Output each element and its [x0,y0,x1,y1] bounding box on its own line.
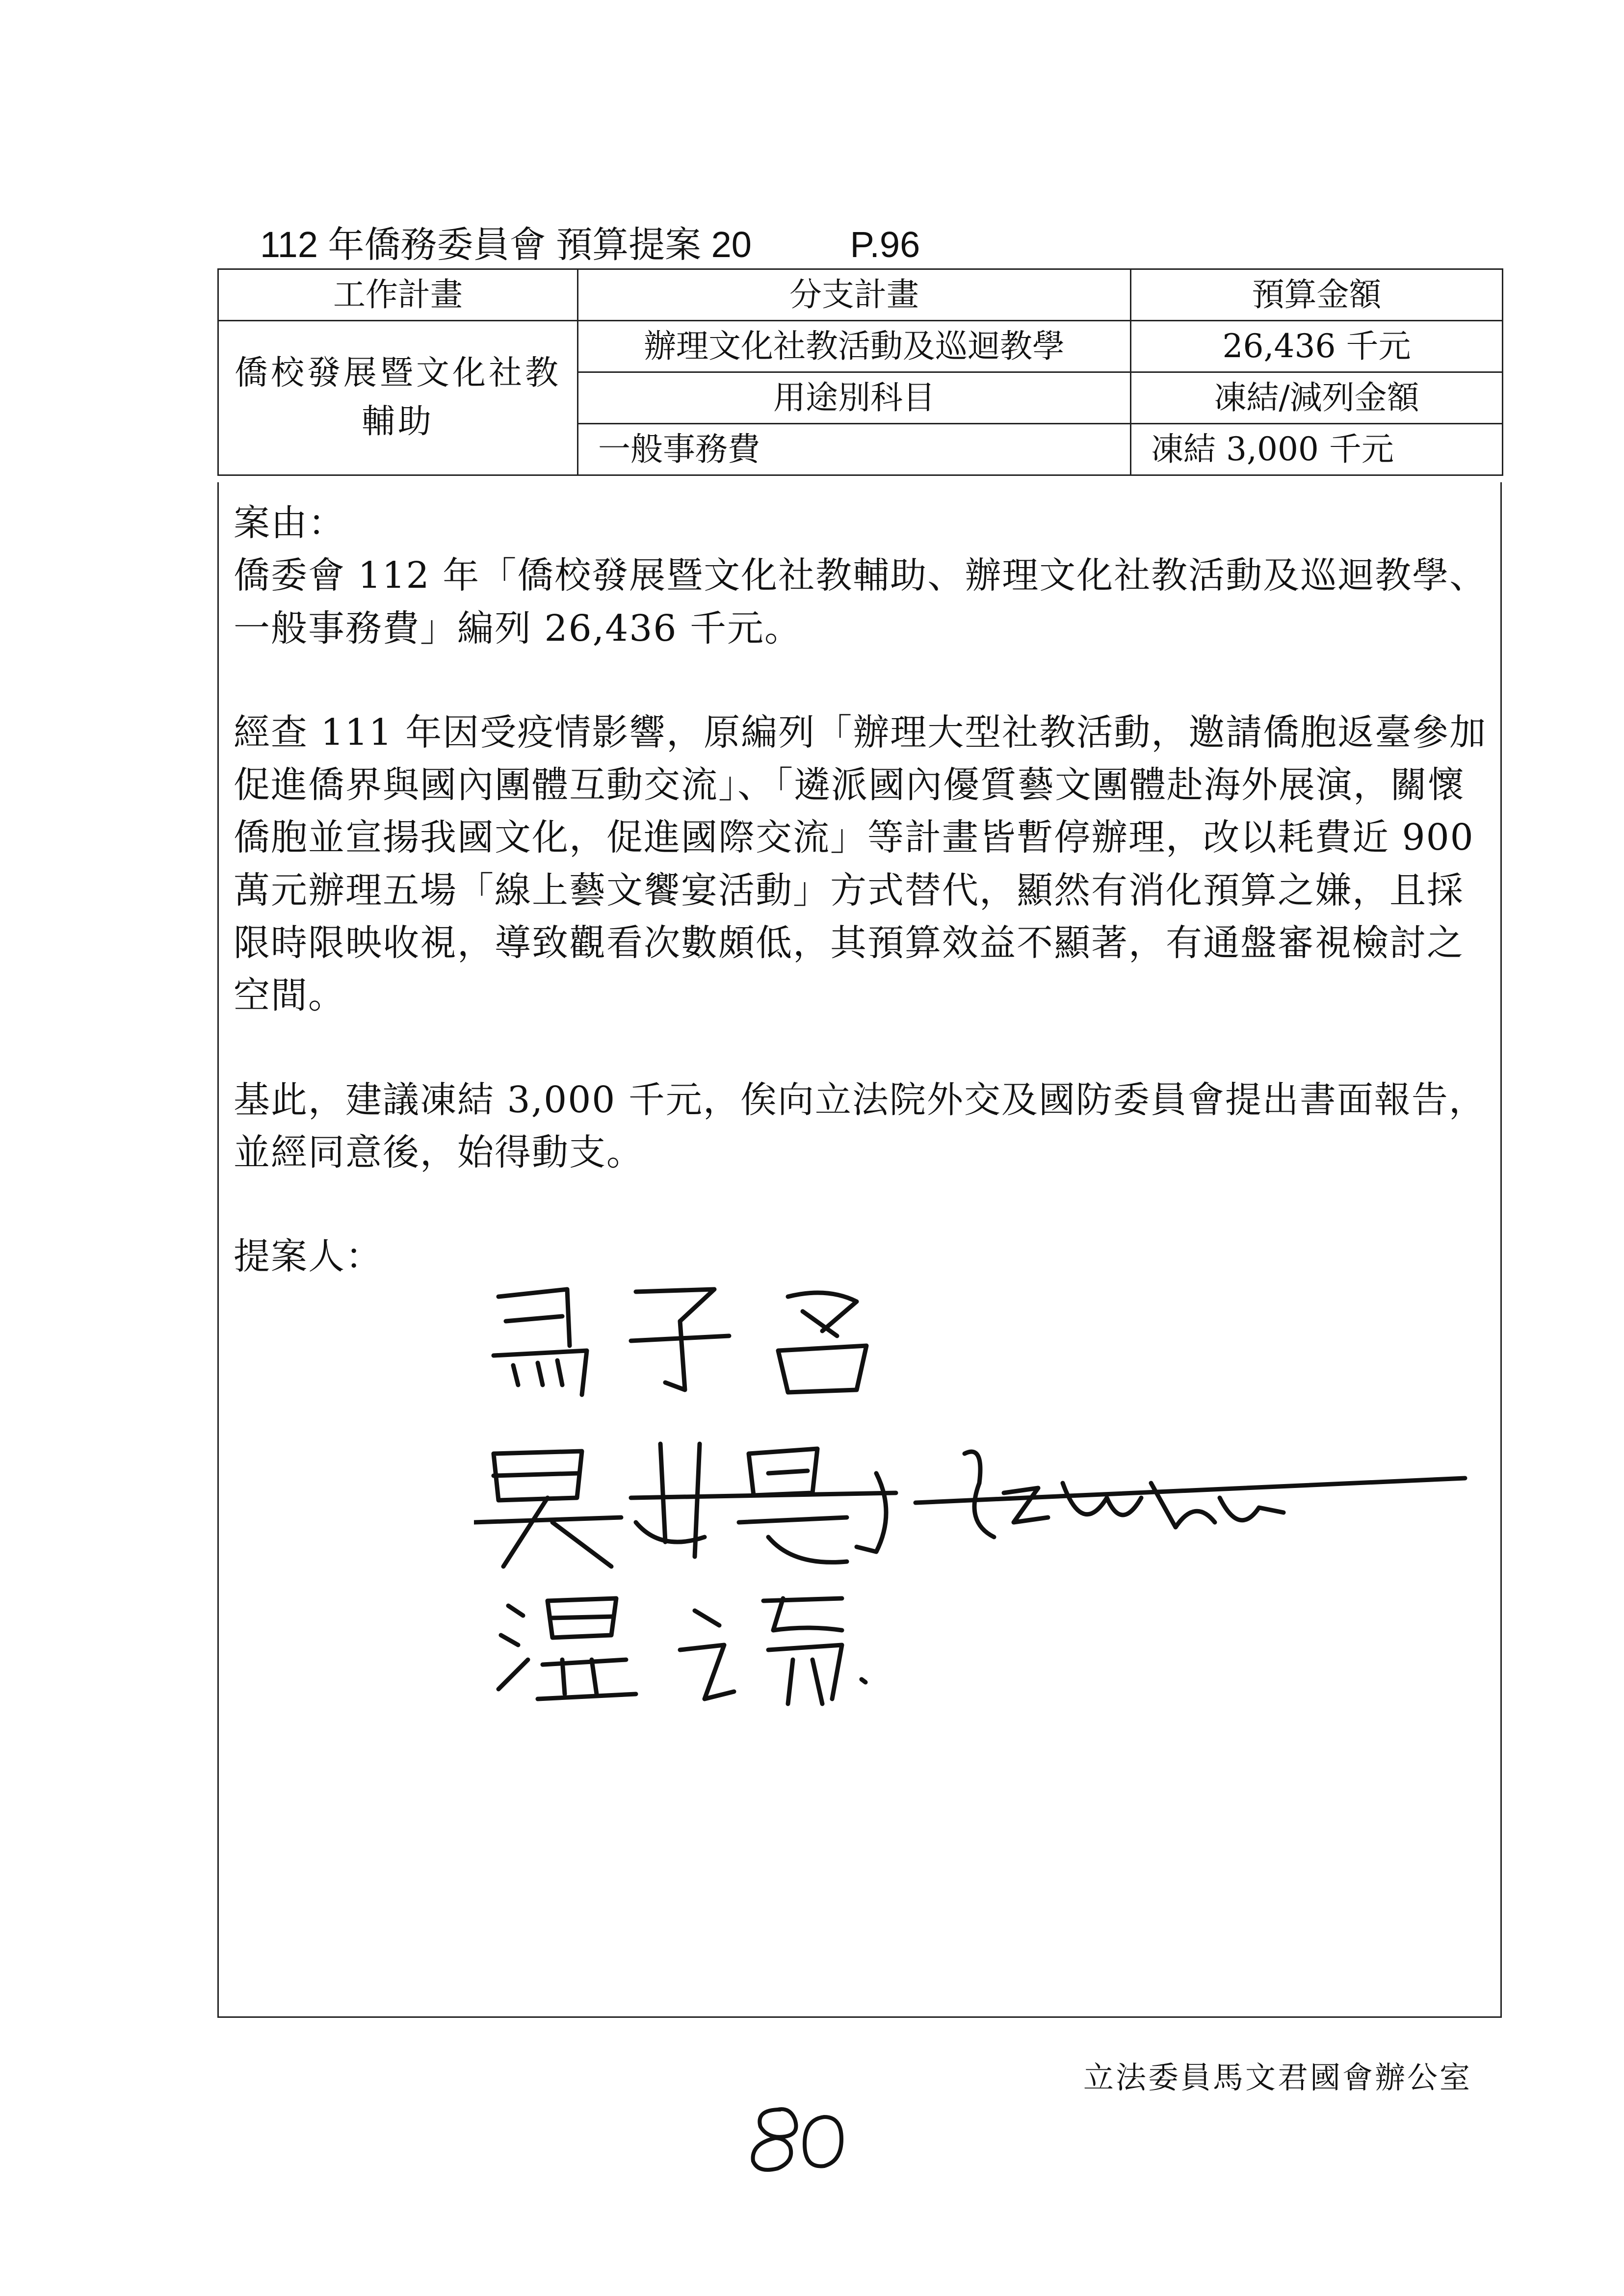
col-freeze: 凍結/減列金額 [1131,372,1503,424]
signature-2 [474,1424,1504,1581]
signature-1 [484,1267,1023,1409]
col-budget: 預算金額 [1131,269,1503,321]
reason-paragraph-1: 僑委會 112 年「僑校發展暨文化社教輔助、辦理文化社教活動及巡迴教學、一般事務費」編列 26,436 千元。 [234,554,1487,650]
col-work-plan: 工作計畫 [218,269,578,321]
document-header [260,216,920,268]
work-plan-value: 僑校發展暨文化社教輔助 [218,321,578,475]
header-title: 112 年僑務委員會 預算提案 20 [260,224,752,265]
proposal-body [217,482,1502,2018]
reason-paragraph-3: 基此，建議凍結 3,000 千元，俟向立法院外交及國防委員會提出書面報告，並經同意後，始得動支。 [234,1078,1486,1174]
budget-amount: 26,436 千元 [1131,321,1503,372]
reason-paragraph-2: 經查 111 年因受疫情影響，原編列「辦理大型社教活動，邀請僑胞返臺參加促進僑界與國內團體互動交流」、「遴派國內優質藝文團體赴海外展演，關懷僑胞並宣揚我國文化，促進國際交流」等計畫皆暫停辦理，改以耗費近 900 萬元辦理五場「線上藝文饗宴活動」方式替代，顯然有消化預算之嫌，且採限時限映收視，導致觀看次數頗低，其預算效益不顯著，有通盤審視檢討之空間。 [234,711,1487,1017]
freeze-amount: 凍結 3,000 千元 [1131,424,1503,475]
col-usage: 用途別科目 [578,372,1131,424]
col-sub-plan: 分支計畫 [578,269,1131,321]
office-footer: 立法委員馬文君國會辦公室 [1083,2060,1472,2095]
reason-label: 案由： [234,502,345,544]
budget-table [217,268,1503,476]
proposer-label: 提案人： [234,1235,383,1278]
header-page-ref: P.96 [850,224,920,265]
signature-3 [489,1581,979,1719]
usage-value: 一般事務費 [578,424,1131,475]
handwritten-page-number [741,2100,854,2180]
sub-plan-value: 辦理文化社教活動及巡迴教學 [578,321,1131,372]
